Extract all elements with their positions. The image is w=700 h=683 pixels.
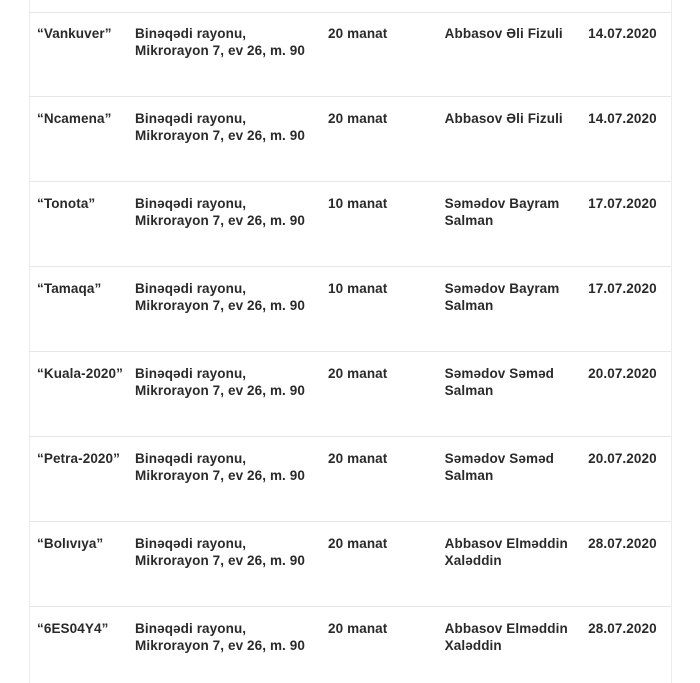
cell-owner: Səmədov Səməd Salman bbox=[437, 437, 580, 522]
cell-owner: Abbasov Əli Fizuli bbox=[437, 97, 580, 182]
table-row bbox=[29, 352, 671, 437]
cell-address: Binəqədi rayonu, Mikrorayon 7, ev 26, m. 90 bbox=[127, 437, 320, 522]
table-row bbox=[29, 522, 671, 607]
cell-owner: Abbasov Elməddin Xaləddin bbox=[437, 522, 580, 607]
table-row bbox=[29, 437, 671, 522]
cell-price: 20 manat bbox=[320, 522, 437, 607]
cell-date: 14.07.2020 bbox=[580, 13, 671, 97]
table-row bbox=[29, 182, 671, 267]
cell-date: 14.07.2020 bbox=[580, 97, 671, 182]
table-right-border bbox=[671, 0, 672, 683]
cell-address: Binəqədi rayonu, Mikrorayon 7, ev 26, m. 90 bbox=[127, 97, 320, 182]
table-row bbox=[29, 97, 671, 182]
cell-name: “Bolıvıya” bbox=[29, 522, 127, 607]
cell-name: “Tonota” bbox=[29, 182, 127, 267]
cell-price: 10 manat bbox=[320, 267, 437, 352]
cell-name: “Ncamena” bbox=[29, 97, 127, 182]
cell-owner: Səmədov Bayram Salman bbox=[437, 267, 580, 352]
registry-table-body bbox=[29, 13, 671, 683]
cell-date: 20.07.2020 bbox=[580, 437, 671, 522]
cell-address: Binəqədi rayonu, Mikrorayon 7, ev 26, m. 90 bbox=[127, 352, 320, 437]
cell-name: “6ES04Y4” bbox=[29, 607, 127, 683]
cell-name: “Tamaqa” bbox=[29, 267, 127, 352]
cell-address: Binəqədi rayonu, Mikrorayon 7, ev 26, m. 90 bbox=[127, 182, 320, 267]
cell-price: 20 manat bbox=[320, 97, 437, 182]
table-row bbox=[29, 607, 671, 683]
cell-name: “Vankuver” bbox=[29, 13, 127, 97]
cell-name: “Petra-2020” bbox=[29, 437, 127, 522]
cell-owner: Səmədov Səməd Salman bbox=[437, 352, 580, 437]
cell-price: 20 manat bbox=[320, 437, 437, 522]
table-row bbox=[29, 267, 671, 352]
table-row bbox=[29, 13, 671, 97]
cell-price: 20 manat bbox=[320, 607, 437, 683]
cell-date: 17.07.2020 bbox=[580, 182, 671, 267]
registry-table bbox=[29, 12, 671, 683]
cell-price: 20 manat bbox=[320, 13, 437, 97]
cell-owner: Abbasov Əli Fizuli bbox=[437, 13, 580, 97]
cell-price: 20 manat bbox=[320, 352, 437, 437]
cell-owner: Abbasov Elməddin Xaləddin bbox=[437, 607, 580, 683]
cell-address: Binəqədi rayonu, Mikrorayon 7, ev 26, m. 90 bbox=[127, 522, 320, 607]
cell-address: Binəqədi rayonu, Mikrorayon 7, ev 26, m. 90 bbox=[127, 267, 320, 352]
cell-name: “Kuala-2020” bbox=[29, 352, 127, 437]
cell-date: 20.07.2020 bbox=[580, 352, 671, 437]
cell-address: Binəqədi rayonu, Mikrorayon 7, ev 26, m. 90 bbox=[127, 607, 320, 683]
cell-date: 17.07.2020 bbox=[580, 267, 671, 352]
cell-address: Binəqədi rayonu, Mikrorayon 7, ev 26, m. 90 bbox=[127, 13, 320, 97]
cell-date: 28.07.2020 bbox=[580, 607, 671, 683]
cell-date: 28.07.2020 bbox=[580, 522, 671, 607]
cell-owner: Səmədov Bayram Salman bbox=[437, 182, 580, 267]
cell-price: 10 manat bbox=[320, 182, 437, 267]
